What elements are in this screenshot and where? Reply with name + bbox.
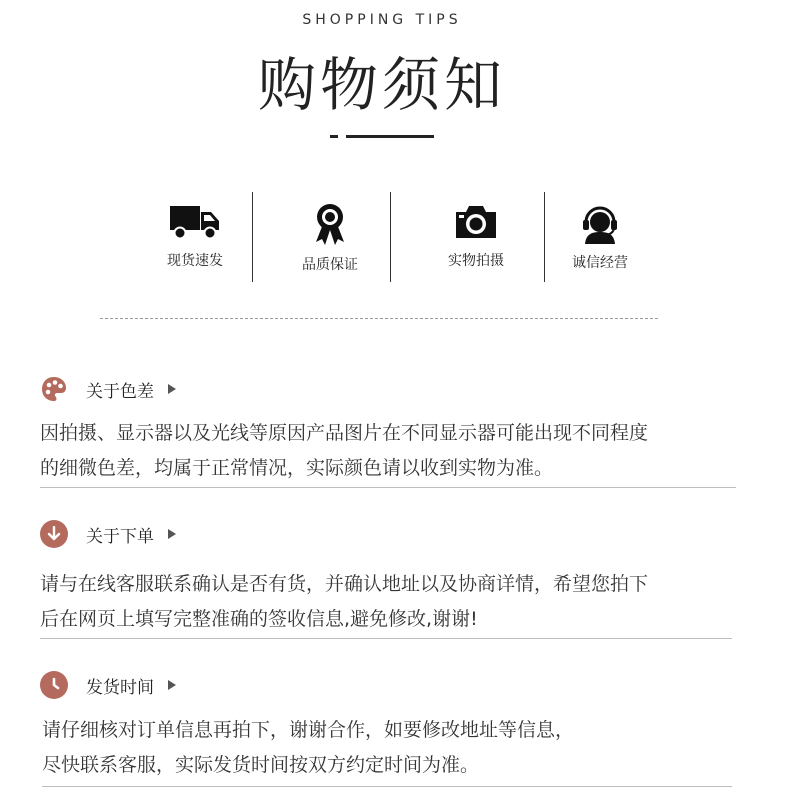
section-text — [42, 713, 574, 783]
page-title: 购物须知 — [257, 51, 506, 119]
feature-label: 品质保证 — [302, 257, 358, 273]
customer-service-icon — [580, 202, 620, 244]
feature-divider — [252, 192, 253, 282]
feature-fast-shipping — [155, 192, 235, 270]
palette-icon — [40, 375, 68, 403]
section-separator — [42, 786, 732, 787]
section-title: 关于下单 — [86, 526, 154, 547]
dotted-divider — [100, 318, 658, 319]
section-separator — [40, 487, 736, 488]
section-text — [40, 567, 648, 637]
truck-icon — [169, 202, 221, 242]
caret-right-icon — [168, 680, 176, 690]
camera-icon — [453, 202, 499, 242]
down-arrow-icon — [40, 520, 68, 548]
text-line: 后在网页上填写完整准确的签收信息,避免修改,谢谢! — [40, 608, 478, 630]
text-line: 的细微色差，均属于正常情况，实际颜色请以收到实物为准。 — [40, 457, 554, 479]
caret-right-icon — [168, 529, 176, 539]
text-line: 因拍摄、显示器以及光线等原因产品图片在不同显示器可能出现不同程度 — [40, 422, 649, 444]
feature-label: 诚信经营 — [572, 255, 628, 271]
section-color-difference — [40, 374, 176, 404]
feature-label: 实物拍摄 — [448, 253, 504, 269]
section-ordering — [40, 519, 176, 549]
clock-icon — [40, 671, 68, 699]
subtitle-english: SHOPPING TIPS — [302, 12, 462, 28]
feature-integrity — [560, 192, 640, 272]
section-text — [40, 416, 648, 486]
feature-quality — [290, 192, 370, 274]
feature-divider — [390, 192, 391, 282]
feature-divider — [544, 192, 545, 282]
caret-right-icon — [168, 384, 176, 394]
feature-label: 现货速发 — [167, 253, 223, 269]
text-line: 请与在线客服联系确认是否有货，并确认地址以及协商详情，希望您拍下 — [40, 573, 649, 595]
title-divider — [346, 135, 434, 138]
section-separator — [40, 638, 732, 639]
text-line: 请仔细核对订单信息再拍下，谢谢合作，如要修改地址等信息， — [42, 719, 575, 741]
section-title: 关于色差 — [86, 381, 154, 402]
text-line: 尽快联系客服，实际发货时间按双方约定时间为准。 — [42, 754, 480, 776]
section-title: 发货时间 — [86, 677, 154, 698]
section-shipping-time — [40, 670, 176, 700]
award-ribbon-icon — [310, 202, 350, 246]
title-divider-dot — [330, 135, 338, 138]
features-row — [0, 192, 790, 282]
feature-real-photo — [436, 192, 516, 270]
